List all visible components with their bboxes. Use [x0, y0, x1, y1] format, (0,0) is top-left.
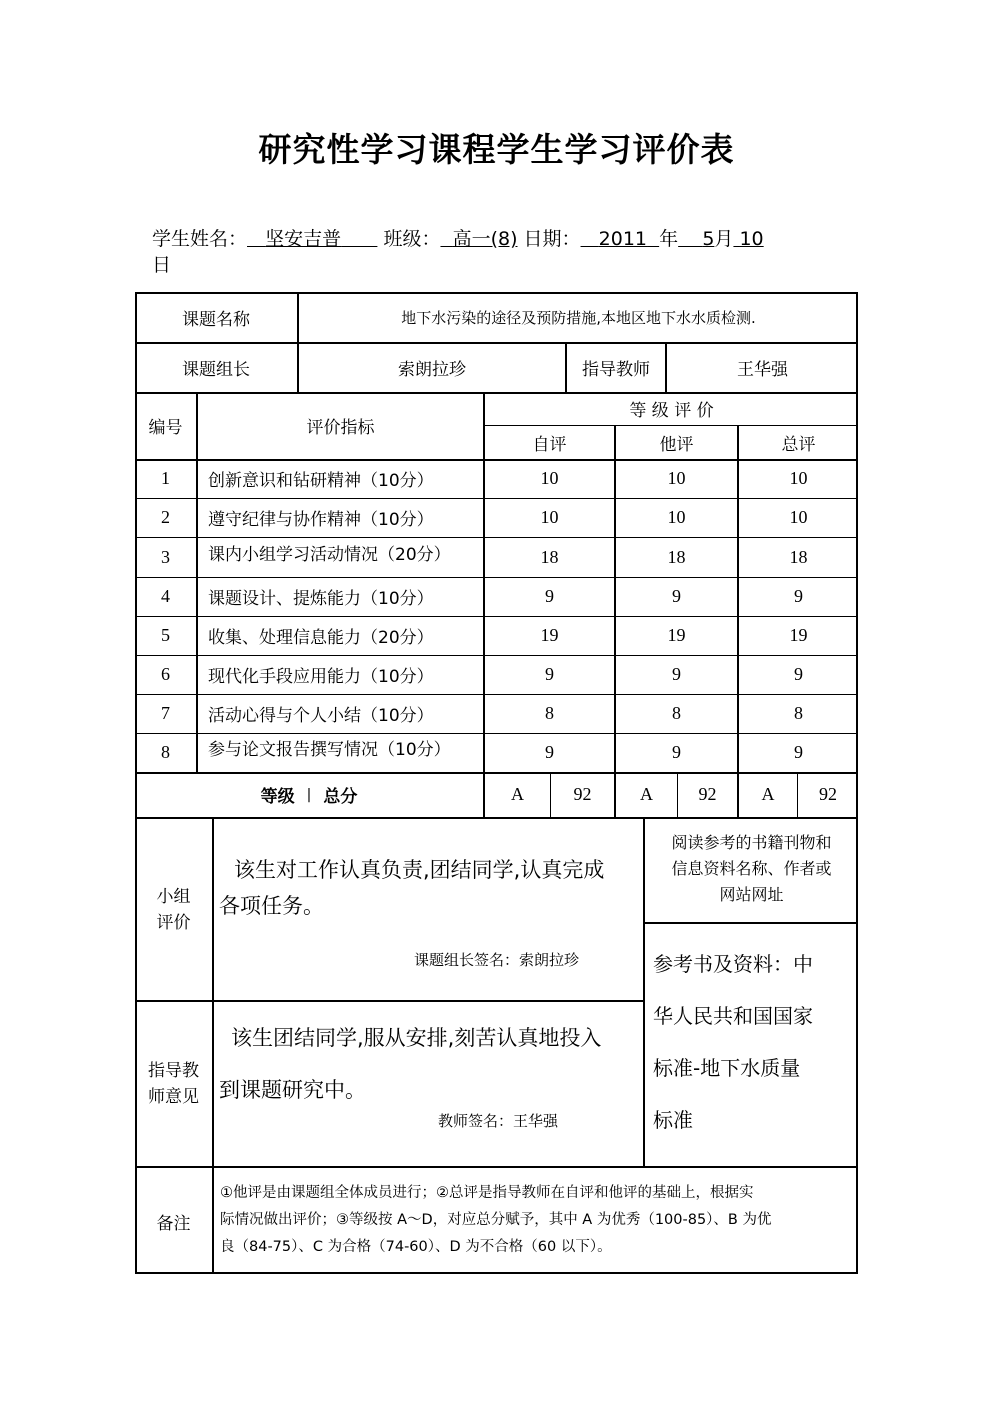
- header-indicator: 评价指标: [306, 418, 375, 438]
- row-peer[interactable]: 9: [672, 586, 681, 606]
- year-unit: 年: [659, 228, 679, 250]
- row-self[interactable]: 19: [540, 625, 559, 645]
- leader-label: 课题组长: [182, 359, 250, 380]
- group-eval-signature: 课题组长签名：索朗拉珍: [414, 951, 580, 969]
- summary-self-score[interactable]: 92: [573, 784, 592, 804]
- student-info: [152, 226, 852, 278]
- header-total: 总评: [781, 435, 816, 455]
- row-item: 现代化手段应用能力（10分）: [208, 667, 434, 687]
- row-self[interactable]: 9: [545, 664, 554, 684]
- row-peer[interactable]: 8: [672, 703, 681, 723]
- teacher-value[interactable]: 王华强: [737, 359, 788, 380]
- group-eval-label: 小组 评价: [156, 886, 191, 933]
- row-peer[interactable]: 10: [667, 468, 686, 488]
- evaluation-table: [135, 292, 858, 1274]
- year-value[interactable]: 2011: [598, 228, 648, 250]
- row-no: 7: [161, 703, 170, 723]
- page-title: 研究性学习课程学生学习评价表: [258, 130, 735, 169]
- row-item: 课题设计、提炼能力（10分）: [208, 589, 434, 609]
- row-total[interactable]: 10: [789, 507, 808, 527]
- row-self[interactable]: 9: [545, 586, 554, 606]
- row-item: 活动心得与个人小结（10分）: [208, 706, 434, 726]
- summary-score-label: 总分: [323, 787, 358, 807]
- row-peer[interactable]: 10: [667, 507, 686, 527]
- header-self: 自评: [532, 435, 567, 455]
- teacher-eval-signature: 教师签名：王华强: [438, 1112, 559, 1130]
- row-item: 课内小组学习活动情况（20分）: [208, 544, 451, 565]
- row-item: 遵守纪律与协作精神（10分）: [208, 510, 434, 530]
- row-no: 2: [161, 507, 170, 527]
- header-peer: 他评: [659, 435, 694, 455]
- class-label: 班级：: [383, 228, 441, 250]
- row-no: 6: [161, 664, 170, 684]
- remark-text: ①他评是由课题组全体成员进行；②总评是指导教师在自评和他评的基础上，根据实 际情况做出评价；③等级按 A～D，对应总分赋予，其中 A 为优秀（100-85）、B 为优 良（84-75）、C 为合格（74-60）、D 为不合格（60 以下）。: [220, 1185, 772, 1255]
- row-no: 5: [161, 625, 170, 645]
- row-peer[interactable]: 9: [672, 664, 681, 684]
- row-no: 3: [161, 546, 170, 567]
- row-total[interactable]: 18: [789, 546, 808, 567]
- date-label: 日期：: [523, 228, 581, 250]
- summary-total-score[interactable]: 92: [819, 784, 837, 804]
- reference-heading: 阅读参考的书籍刊物和 信息资料名称、作者或 网站网址: [671, 833, 832, 904]
- leader-value[interactable]: 索朗拉珍: [398, 359, 466, 380]
- header-no: 编号: [148, 418, 183, 438]
- summary-peer-grade[interactable]: A: [640, 784, 653, 804]
- row-total[interactable]: 19: [789, 625, 808, 645]
- row-item: 收集、处理信息能力（20分）: [208, 628, 434, 648]
- group-eval-text[interactable]: 该生对工作认真负责,团结同学,认真完成 各项任务。: [219, 858, 605, 918]
- summary-self-grade[interactable]: A: [511, 784, 524, 804]
- month-value[interactable]: 5: [702, 228, 715, 250]
- name-label: 学生姓名：: [152, 228, 248, 250]
- topic-label: 课题名称: [182, 309, 250, 330]
- month-unit: 月: [714, 228, 734, 250]
- header-grade: 等 级 评 价: [629, 401, 714, 421]
- summary-total-grade[interactable]: A: [761, 784, 775, 804]
- remark-label: 备注: [156, 1213, 191, 1234]
- row-peer[interactable]: 19: [667, 625, 686, 645]
- row-total[interactable]: 9: [794, 742, 803, 762]
- teacher-label: 指导教师: [582, 359, 650, 380]
- teacher-eval-text[interactable]: 该生团结同学,服从安排,刻苦认真地投入 到课题研究中。: [219, 1026, 602, 1102]
- summary-label: [135, 772, 483, 817]
- topic-value[interactable]: 地下水污染的途径及预防措施,本地区地下水水质检测.: [401, 308, 756, 327]
- row-total[interactable]: 9: [794, 586, 803, 606]
- row-no: 1: [161, 468, 170, 488]
- row-self[interactable]: 10: [540, 507, 559, 527]
- row-peer[interactable]: 18: [667, 546, 686, 567]
- summary-grade-label: 等级: [260, 787, 295, 807]
- row-item: 创新意识和钻研精神（10分）: [208, 471, 434, 491]
- row-total[interactable]: 10: [789, 468, 808, 488]
- class-value[interactable]: 高一(8): [452, 228, 518, 250]
- summary-peer-score[interactable]: 92: [698, 784, 717, 804]
- row-total[interactable]: 9: [794, 664, 803, 684]
- reference-body[interactable]: 参考书及资料：中 华人民共和国国家 标准-地下水质量 标准: [653, 952, 813, 1132]
- day-value[interactable]: 10: [739, 228, 764, 250]
- row-no: 8: [161, 742, 170, 762]
- name-value[interactable]: 坚安吉普: [265, 228, 342, 250]
- row-self[interactable]: 18: [540, 546, 559, 567]
- teacher-eval-label: 指导教 师意见: [148, 1061, 199, 1107]
- row-total[interactable]: 8: [794, 703, 803, 723]
- row-peer[interactable]: 9: [672, 742, 681, 762]
- summary-separator: |: [306, 786, 312, 803]
- row-self[interactable]: 8: [545, 703, 554, 723]
- row-self[interactable]: 10: [540, 468, 559, 488]
- row-no: 4: [161, 586, 170, 606]
- row-item: 参与论文报告撰写情况（10分）: [208, 739, 451, 760]
- row-self[interactable]: 9: [545, 742, 554, 762]
- day-unit: 日: [152, 254, 172, 276]
